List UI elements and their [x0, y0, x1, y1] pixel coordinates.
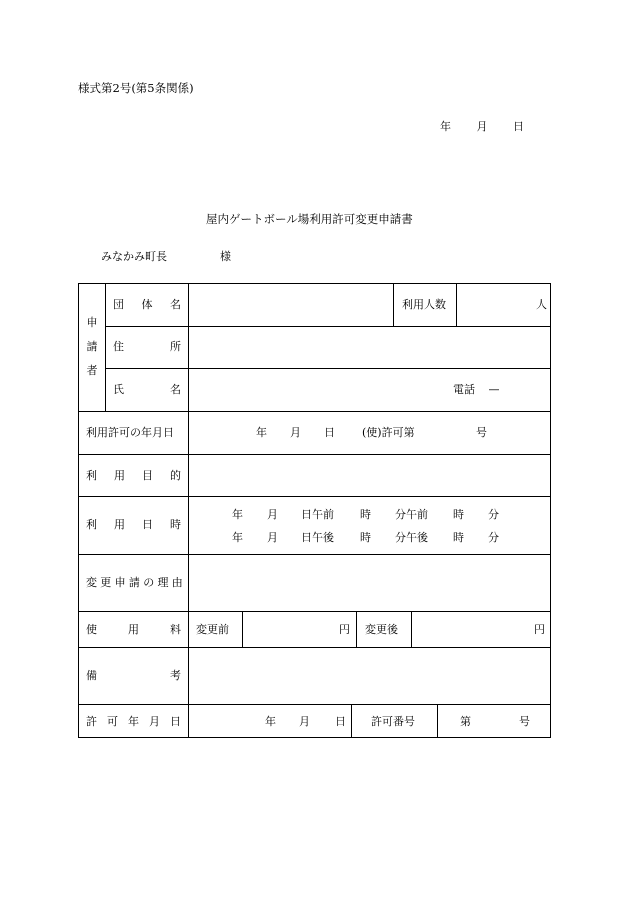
column-divider: [351, 704, 352, 737]
fee-after-field[interactable]: [412, 612, 550, 647]
phone-label: 電話 —: [453, 383, 500, 396]
permit-prefix: (使)許可第: [362, 426, 415, 439]
fee-after-label: 変更後: [365, 623, 398, 636]
permit-number-label: 許可番号: [371, 715, 415, 728]
submission-date: [440, 118, 546, 134]
purpose-field[interactable]: [189, 455, 550, 496]
application-form-table: 申 請 者 団 体 名 利用人数 人 住 所 氏 名 電話 — 利用許可の年月日 年 月 日 (使)許可第 号 利 用 目 的 利 用 日 時 年 月 日午前 時 分午前 時 分 年 月 日午後 時 分午後 時 分 変更申請の理由 使 用 料 変更前 円 変更後 円 備 考 許 可 年 月 日 年 月 日 許可番号 第 号: [78, 283, 551, 738]
remarks-label: 備 考: [86, 669, 181, 682]
permit-date-month: 月: [290, 426, 301, 439]
column-divider: [356, 611, 357, 647]
permit-date-year: 年: [256, 426, 267, 439]
date-month-label: 月: [476, 120, 488, 133]
purpose-label: 利 用 目 的: [86, 469, 181, 482]
document-title: 屋内ゲートボール場利用許可変更申請書: [206, 212, 413, 226]
users-unit: 人: [536, 298, 547, 311]
permit-issue-year: 年: [265, 715, 276, 728]
addressee-honorific: 様: [220, 250, 231, 263]
fee-before-unit: 円: [339, 623, 350, 636]
permit-date-label-2: 許 可 年 月 日: [86, 715, 181, 728]
remarks-field[interactable]: [189, 648, 550, 704]
org-name-label: 団 体 名: [113, 298, 181, 311]
permit-number-suffix-2: 号: [519, 715, 530, 728]
permit-number-suffix: 号: [476, 426, 487, 439]
column-divider: [105, 284, 106, 411]
usage-fee-label: 使 用 料: [86, 623, 181, 636]
users-count-label: 利用人数: [402, 298, 446, 311]
permit-issue-month: 月: [299, 715, 310, 728]
permit-date-day: 日: [324, 426, 335, 439]
column-divider: [393, 284, 394, 326]
permit-issue-day: 日: [335, 715, 346, 728]
addressee: みなかみ町長: [101, 250, 167, 263]
change-reason-field[interactable]: [189, 555, 550, 611]
permit-number-field[interactable]: [438, 705, 550, 737]
org-name-field[interactable]: [189, 285, 393, 326]
fee-after-unit: 円: [534, 623, 545, 636]
applicant-group-label: 申 請 者: [86, 316, 98, 377]
change-reason-label: 変更申請の理由: [86, 576, 187, 589]
phone-dash: —: [488, 383, 500, 396]
permit-date-label: 利用許可の年月日: [86, 426, 174, 439]
name-label: 氏 名: [113, 383, 181, 396]
address-field[interactable]: [189, 327, 550, 368]
date-year-label: 年: [440, 120, 451, 133]
use-datetime-field[interactable]: [189, 497, 550, 554]
address-label: 住 所: [113, 340, 181, 353]
form-number: 様式第2号(第5条関係): [78, 81, 194, 95]
permit-number-prefix: 第: [460, 715, 471, 728]
fee-before-label: 変更前: [196, 623, 229, 636]
use-datetime-label: 利 用 日 時: [86, 518, 181, 531]
date-day-label: 日: [513, 120, 524, 133]
